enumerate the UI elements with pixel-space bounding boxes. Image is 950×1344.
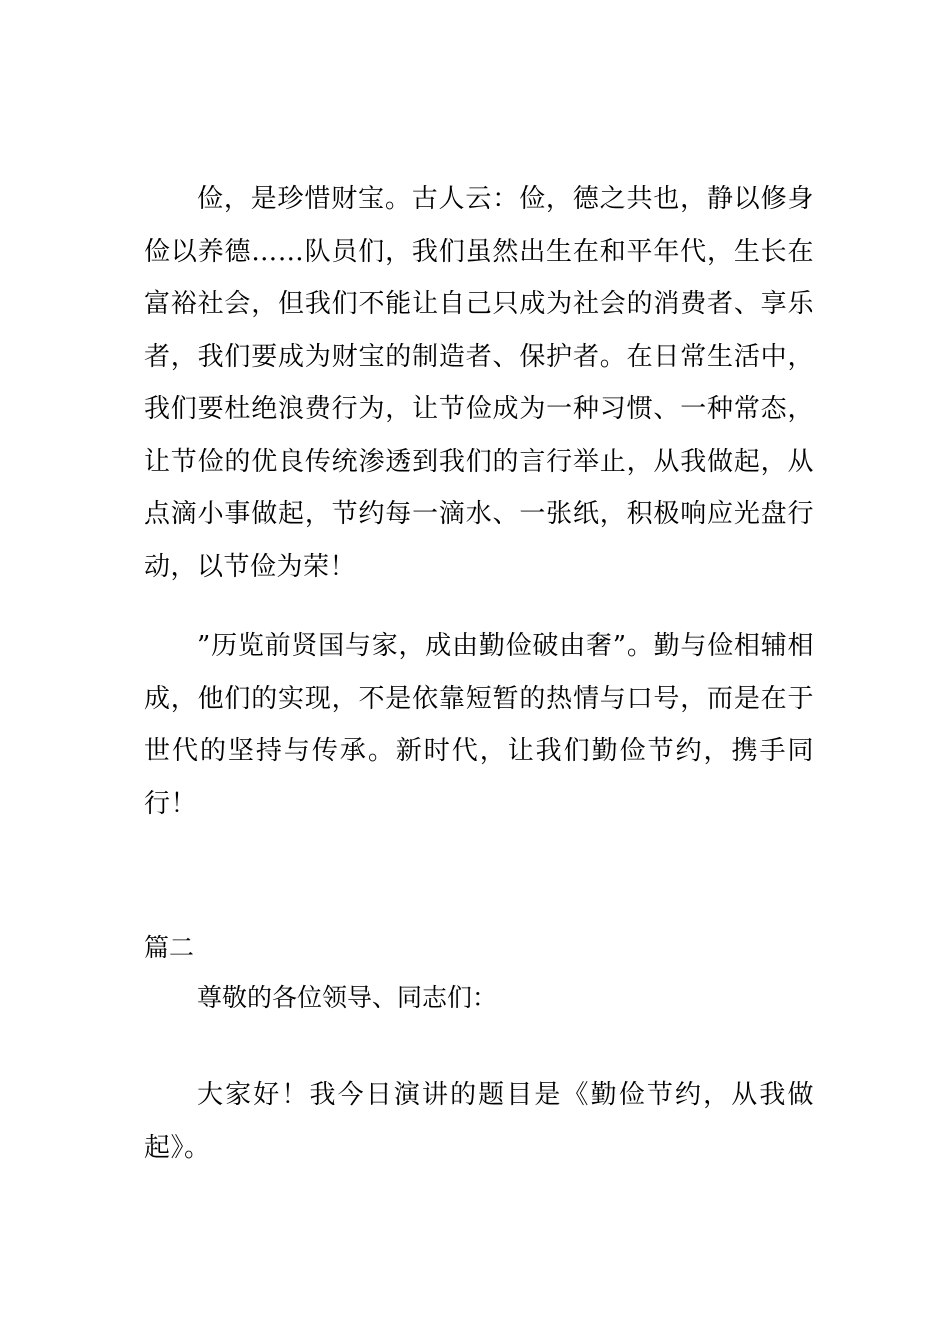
speech-greeting: 尊敬的各位领导、同志们： [197, 983, 498, 1012]
body-paragraph: 大家好！我今日演讲的题目是《勤俭节约，从我做起》。 [144, 1080, 814, 1163]
body-paragraph: ”历览前贤国与家，成由勤俭破由奢”。勤与俭相辅相成，他们的实现，不是依靠短暂的热情与口号，而是在于世代的坚持与传承。新时代，让我们勤俭节约，携手同行！ [144, 631, 814, 819]
section-heading: 篇二 [144, 933, 195, 962]
body-paragraph: 俭，是珍惜财宝。古人云：俭，德之共也，静以修身俭以养德……队员们，我们虽然出生在和平年代，生长在富裕社会，但我们不能让自己只成为社会的消费者、享乐者，我们要成为财宝的制造者、保护者。在日常生活中，我们要杜绝浪费行为，让节俭成为一种习惯、一种常态，让节俭的优良传统渗透到我们的言行举止，从我做起，从点滴小事做起，节约每一滴水、一张纸，积极响应光盘行动，以节俭为荣！ [144, 184, 814, 582]
